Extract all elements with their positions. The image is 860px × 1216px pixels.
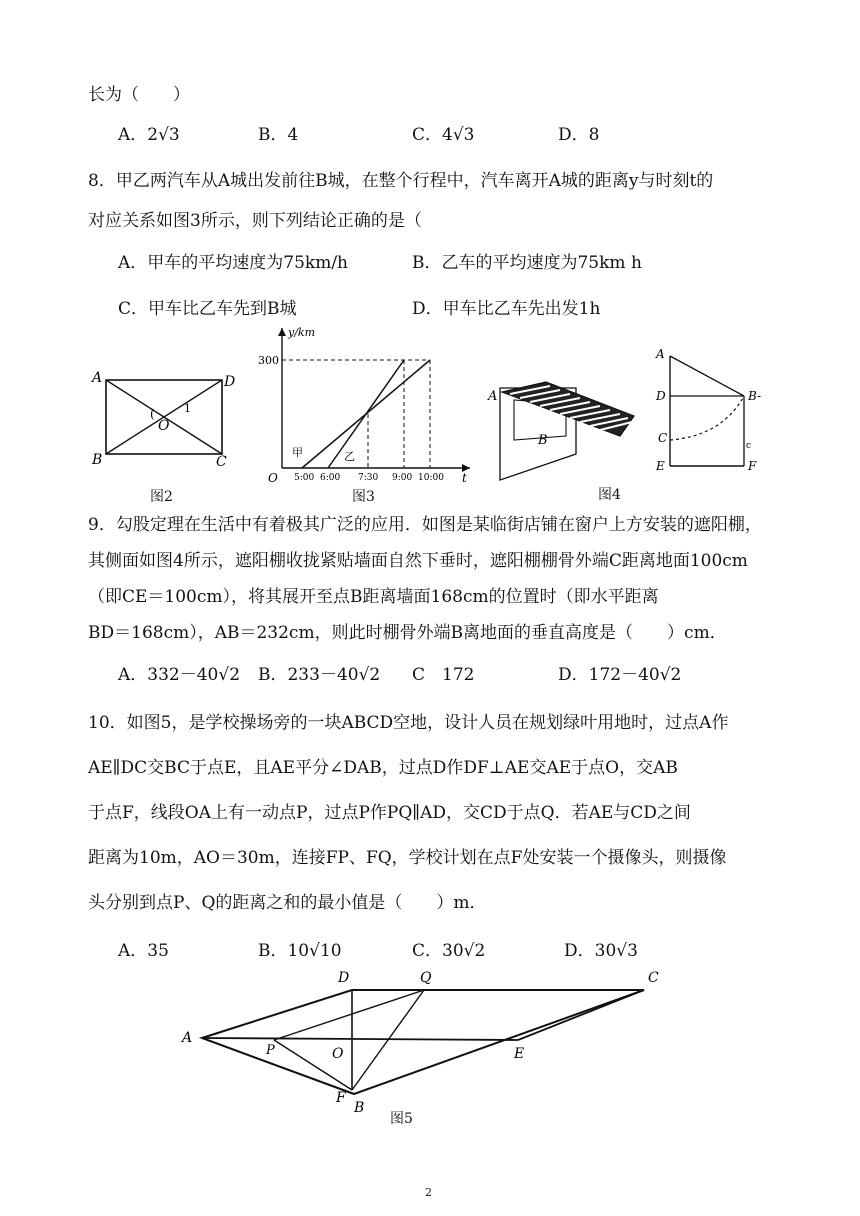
fig5-label-c: C — [648, 970, 659, 986]
figure-3 — [258, 322, 478, 482]
fig4-right-label-c-small: c — [746, 441, 752, 451]
q9-line-2: 其侧面如图4所示，遮阳棚收拢紧贴墙面自然下垂时，遮阳棚棚骨外端C距离地面100cm — [88, 551, 748, 571]
fig3-y-label: y/km — [288, 326, 316, 339]
fig5-label-f: F — [336, 1090, 346, 1106]
q8-option-a: A．甲车的平均速度为75km/h — [118, 253, 349, 273]
fig3-series-label-jia: 甲 — [292, 446, 303, 459]
fig2-caption: 图2 — [150, 489, 173, 505]
fig4-caption: 图4 — [598, 487, 621, 503]
fig4-right-label-c: C — [658, 431, 668, 445]
q10-line-4: 距离为10m，AO＝30m，连接FP、FQ，学校计划在点F处安装一个摄像头，则摄像 — [88, 848, 727, 868]
fig5-label-p: P — [266, 1043, 275, 1058]
fig3-x-tick-1: 6:00 — [320, 473, 341, 482]
q10-option-a: A．35 — [118, 941, 169, 961]
q7-tail: 长为（ ） — [88, 85, 190, 105]
fig4-right-label-a: A — [656, 347, 665, 361]
fig2-label-b: B — [92, 452, 103, 468]
q7-option-c: C．4√3 — [412, 125, 475, 145]
fig3-origin: O — [268, 471, 278, 482]
fig3-x-label: t — [462, 471, 467, 482]
q9-line-4: BD＝168cm），AB＝232cm，则此时棚骨外端B离地面的垂直高度是（ ）cm． — [88, 623, 727, 643]
q9-option-c: C 172 — [412, 665, 475, 685]
fig4-left-label-b: B — [538, 433, 548, 448]
fig3-y-tick-300: 300 — [258, 354, 279, 367]
q10-option-d: D．30√3 — [564, 941, 638, 961]
q8-line-2: 对应关系如图3所示，则下列结论正确的是（ — [88, 211, 422, 231]
q9-option-a: A．332－40√2 — [118, 665, 241, 685]
fig2-label-d: D — [224, 374, 236, 390]
q10-line-2: AE∥DC交BC于点E，且AE平分∠DAB，过点D作DF⊥AE交AE于点O，交AB — [88, 758, 678, 778]
fig4-right-label-f: F — [748, 459, 757, 473]
fig5-label-o: O — [332, 1046, 344, 1062]
fig3-x-tick-4: 10:00 — [418, 473, 444, 482]
fig3-x-tick-0: 5:00 — [294, 473, 315, 482]
fig5-label-d: D — [338, 970, 350, 986]
fig5-label-q: Q — [420, 970, 432, 986]
q9-line-3: （即CE＝100cm），将其展开至点B距离墙面168cm的位置时（即水平距离 — [88, 587, 659, 607]
q10-option-b: B．10√10 — [258, 941, 342, 961]
q7-option-b: B．4 — [258, 125, 299, 145]
figure-5 — [176, 960, 696, 1120]
q7-option-d: D．8 — [558, 125, 600, 145]
fig2-label-c: C — [216, 454, 227, 470]
q10-option-c: C．30√2 — [412, 941, 486, 961]
q7-option-a: A．2√3 — [118, 125, 180, 145]
fig2-label-a: A — [92, 370, 103, 386]
fig3-caption: 图3 — [352, 489, 375, 505]
fig5-label-e: E — [514, 1046, 525, 1062]
q9-option-d: D．172－40√2 — [558, 665, 682, 685]
q8-option-d: D．甲车比乙车先出发1h — [412, 299, 601, 319]
q10-line-3: 于点F，线段OA上有一动点P，过点P作PQ∥AD，交CD于点Q．若AE与CD之间 — [88, 803, 691, 823]
q10-line-5: 头分别到点P、Q的距离之和的最小值是（ ）m． — [88, 893, 487, 913]
fig2-label-o: O — [158, 418, 170, 434]
fig2-angle-mark-1: 1 — [184, 402, 191, 415]
fig3-x-tick-3: 9:00 — [392, 473, 413, 482]
fig3-series-label-yi: 乙 — [344, 450, 355, 463]
fig5-caption: 图5 — [390, 1111, 413, 1127]
fig5-label-b: B — [354, 1100, 365, 1116]
fig5-label-a: A — [182, 1030, 193, 1046]
q8-option-c: C．甲车比乙车先到B城 — [118, 299, 297, 319]
fig3-x-tick-2: 7:30 — [358, 473, 379, 482]
q9-option-b: B．233－40√2 — [258, 665, 381, 685]
figure-4 — [486, 340, 776, 484]
fig4-right-label-d: D — [656, 389, 666, 403]
figure-2 — [84, 360, 244, 480]
q10-line-1: 10．如图5，是学校操场旁的一块ABCD空地，设计人员在规划绿叶用地时，过点A作 — [88, 713, 729, 733]
fig4-right-label-b: B- — [748, 389, 762, 403]
fig2-angle-mark: ( — [150, 407, 155, 421]
fig4-left-label-a: A — [488, 389, 498, 404]
q8-line-1: 8．甲乙两汽车从A城出发前往B城，在整个行程中，汽车离开A城的距离y与时刻t的 — [88, 171, 714, 191]
page-number: 2 — [425, 1186, 432, 1199]
fig3-series-yi — [328, 360, 404, 468]
q9-line-1: 9．勾股定理在生活中有着极其广泛的应用．如图是某临街店铺在窗户上方安装的遮阳棚， — [88, 515, 762, 535]
fig4-right-label-e: E — [656, 459, 665, 473]
q8-option-b: B．乙车的平均速度为75km h — [412, 253, 642, 273]
